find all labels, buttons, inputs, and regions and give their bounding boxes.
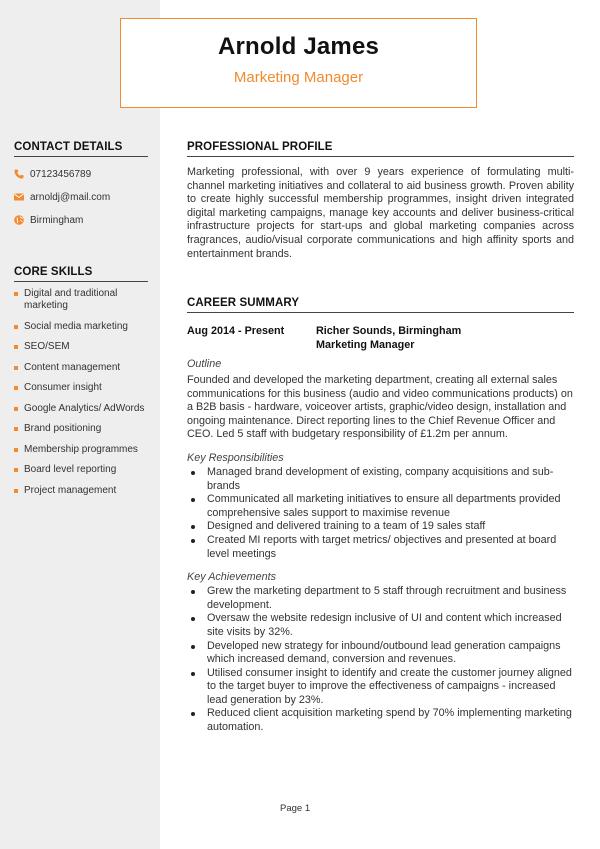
globe-icon [14, 215, 24, 225]
bullet-icon [191, 712, 195, 716]
skill-item: Consumer insight [14, 382, 148, 394]
email-address: arnoldj@mail.com [30, 191, 111, 203]
bullet-icon [14, 345, 18, 349]
skills-section [14, 266, 148, 505]
skill-item: SEO/SEM [14, 341, 148, 353]
list-item: Communicated all marketing initiatives to ensure all departments provided comprehensive sales support to maximise revenue [187, 493, 574, 520]
list-item: Managed brand development of existing, company acquisitions and sub-brands [187, 466, 574, 493]
bullet-icon [14, 366, 18, 370]
bullet-icon [14, 325, 18, 329]
location: Birmingham [30, 214, 84, 226]
outline-heading: Outline [187, 358, 222, 370]
bullet-icon [14, 427, 18, 431]
achievements-heading: Key Achievements [187, 571, 277, 584]
list-item: Grew the marketing department to 5 staff through recruitment and business development. [187, 585, 574, 612]
bullet-icon [14, 386, 18, 390]
phone-icon [14, 169, 24, 179]
bullet-icon [191, 672, 195, 676]
contact-section [14, 141, 148, 227]
list-item: Reduced client acquisition marketing spend by 70% implementing marketing automation. [187, 707, 574, 734]
career-section [187, 297, 574, 735]
job-company: Richer Sounds, Birmingham [316, 325, 462, 337]
bullet-icon [14, 468, 18, 472]
job-entry [187, 324, 574, 735]
job-title: Marketing Manager [233, 69, 364, 86]
job-role-row [187, 338, 574, 352]
bullet-icon [191, 525, 195, 529]
skills-list [14, 288, 148, 497]
career-heading: CAREER SUMMARY [187, 297, 574, 313]
skill-item: Brand positioning [14, 423, 148, 435]
profile-section [187, 141, 574, 261]
bullet-icon [191, 645, 195, 649]
contact-heading: CONTACT DETAILS [14, 141, 148, 157]
bullet-icon [191, 617, 195, 621]
contact-location [14, 213, 148, 227]
list-item: Designed and delivered training to a team of 19 sales staff [187, 520, 574, 534]
list-item: Oversaw the website redesign inclusive of UI and content which increased site visits by 32%. [187, 612, 574, 639]
responsibilities-list [187, 466, 574, 561]
bullet-icon [14, 292, 18, 296]
bullet-icon [191, 471, 195, 475]
job-dates: Aug 2014 - Present [187, 325, 285, 337]
outline-text: Founded and developed the marketing department, creating all external sales communications for this business (audio and video communications products) on a B2B basis - hardware, voiceover artists, graphic/video design, installation and ongoing maintenance. Direct reporting lines to the Chief Revenue Officer and CEO. Led 5 staff with budgetary responsibility of £1.2m per annum. [187, 374, 573, 441]
skill-item: Content management [14, 362, 148, 374]
page-number: Page 1 [280, 803, 311, 814]
list-item: Developed new strategy for inbound/outbound lead generation campaigns which increased demand, conversion and revenues. [187, 640, 574, 667]
profile-text: Marketing professional, with over 9 years experience of formulating multi-channel marketing initiatives and collateral to aid business growth. Proven ability to create highly successful membership programmes, insight driven integrated digital marketing campaigns, manage key accounts and deliver business-critical infrastructure projects for start-ups and global marketing companies across fragrances, audio/visual corporate communications and high affinity sports and entertainment brands. [187, 166, 574, 260]
achievements-list [187, 585, 574, 735]
job-role: Marketing Manager [316, 339, 415, 351]
header [120, 18, 477, 108]
skill-item: Membership programmes [14, 444, 148, 456]
mail-icon [14, 192, 24, 202]
bullet-icon [191, 498, 195, 502]
skills-heading: CORE SKILLS [14, 266, 148, 282]
list-item: Created MI reports with target metrics/ objectives and presented at board level meetings [187, 534, 574, 561]
profile-heading: PROFESSIONAL PROFILE [187, 141, 574, 157]
contact-phone [14, 167, 148, 181]
responsibilities-heading: Key Responsibilities [187, 451, 284, 464]
candidate-name: Arnold James [217, 33, 380, 60]
list-item: Utilised consumer insight to identify and create the customer journey aligned to the target buyer to improve the effectiveness of campaigns - increased lead generation by 23%. [187, 667, 574, 708]
bullet-icon [191, 539, 195, 543]
skill-item: Project management [14, 485, 148, 497]
bullet-icon [191, 590, 195, 594]
bullet-icon [14, 407, 18, 411]
phone-number: 07123456789 [30, 168, 92, 180]
skill-item: Board level reporting [14, 464, 148, 476]
contact-email [14, 190, 148, 204]
skill-item: Social media marketing [14, 321, 148, 333]
skill-item: Google Analytics/ AdWords [14, 403, 148, 415]
skill-item: Digital and traditional marketing [14, 288, 148, 312]
job-header [187, 324, 574, 338]
bullet-icon [14, 448, 18, 452]
bullet-icon [14, 489, 18, 493]
